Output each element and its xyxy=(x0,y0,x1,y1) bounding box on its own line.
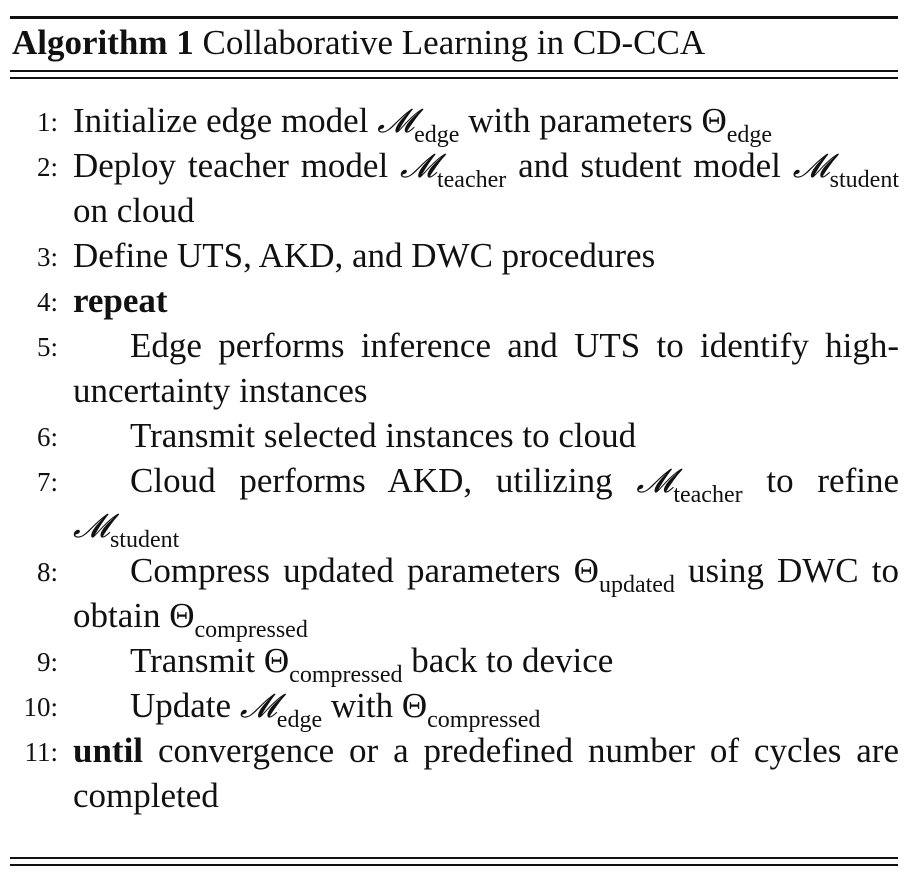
theta-symbol xyxy=(401,686,541,733)
line-content xyxy=(73,98,899,148)
model-glyph: 𝓜 xyxy=(636,461,674,500)
line-number: 11: xyxy=(24,737,58,767)
line-content xyxy=(73,638,899,688)
algorithm-line-2 xyxy=(0,143,907,233)
algorithm-body xyxy=(0,98,907,818)
line-number: 5: xyxy=(36,332,58,362)
top-rule xyxy=(10,16,898,19)
subscript: student xyxy=(829,167,899,193)
model-glyph: 𝓜 xyxy=(400,146,437,185)
line-content xyxy=(73,728,899,818)
subscript: teacher xyxy=(436,167,507,193)
theta-symbol xyxy=(169,596,308,643)
line-content: Define UTS, AKD, and DWC procedures xyxy=(73,236,656,275)
subscript: compressed xyxy=(427,707,541,733)
theta-glyph: Θ xyxy=(701,101,727,140)
line-text: on cloud xyxy=(73,191,195,230)
subscript: teacher xyxy=(673,482,743,508)
algorithm-line-9 xyxy=(0,638,907,688)
theta-symbol xyxy=(701,101,773,148)
model-symbol xyxy=(239,686,323,733)
line-number: 3: xyxy=(36,242,58,272)
until-keyword: until xyxy=(73,731,144,770)
repeat-keyword: repeat xyxy=(73,281,168,320)
line-text: convergence or a predefined number of cycles are completed xyxy=(73,731,899,815)
model-glyph: 𝓜 xyxy=(792,146,830,185)
model-symbol xyxy=(73,506,180,553)
algorithm-line-1 xyxy=(0,98,907,148)
subscript: edge xyxy=(726,122,773,148)
line-text: to refine xyxy=(742,461,900,500)
model-glyph: 𝓜 xyxy=(239,686,277,725)
line-text: back to device xyxy=(402,641,614,680)
theta-symbol xyxy=(263,641,403,688)
line-content xyxy=(73,683,899,733)
line-text: with xyxy=(322,686,402,725)
algorithm-line-8 xyxy=(0,548,907,643)
line-text: Cloud performs AKD, utilizing xyxy=(130,461,637,500)
subscript: compressed xyxy=(289,662,403,688)
line-number: 1: xyxy=(36,107,58,137)
line-text: Update xyxy=(130,686,240,725)
model-symbol xyxy=(792,146,899,193)
subscript: edge xyxy=(414,122,460,148)
model-symbol xyxy=(636,461,743,508)
line-text: using DWC to obtain xyxy=(73,551,899,635)
model-symbol xyxy=(377,101,460,148)
line-content: Edge performs inference and UTS to identify high-uncertainty instances xyxy=(73,326,899,410)
line-number: 7: xyxy=(36,467,58,497)
algorithm-caption xyxy=(12,20,705,66)
line-text: Compress updated parameters xyxy=(130,551,574,590)
algorithm-line-5 xyxy=(0,323,907,413)
line-text: Transmit xyxy=(130,641,264,680)
line-number: 8: xyxy=(36,557,58,587)
algorithm-label: Algorithm 1 xyxy=(12,23,194,62)
subscript: compressed xyxy=(194,617,308,643)
line-number: 2: xyxy=(36,152,58,182)
algorithm-line-4 xyxy=(0,278,907,323)
line-content: Transmit selected instances to cloud xyxy=(130,416,637,455)
line-text: with parameters xyxy=(459,101,702,140)
algorithm-title: Collaborative Learning in CD-CCA xyxy=(202,23,706,62)
subscript: student xyxy=(109,527,180,553)
algorithm-line-10 xyxy=(0,683,907,733)
theta-glyph: Θ xyxy=(263,641,290,680)
header-rule-upper xyxy=(10,70,898,72)
theta-symbol xyxy=(573,551,675,598)
line-content xyxy=(73,548,899,643)
subscript: updated xyxy=(598,572,675,598)
algorithm-line-11 xyxy=(0,728,907,818)
algorithm-line-3 xyxy=(0,233,907,278)
line-content xyxy=(73,458,900,553)
model-glyph: 𝓜 xyxy=(377,101,415,140)
line-text: Initialize edge model xyxy=(73,101,378,140)
line-text: Deploy teacher model xyxy=(73,146,401,185)
header-rule-lower xyxy=(10,77,898,79)
algorithm-line-6 xyxy=(0,413,907,458)
line-text: and student model xyxy=(506,146,793,185)
theta-glyph: Θ xyxy=(169,596,195,635)
subscript: edge xyxy=(276,707,323,733)
line-number: 9: xyxy=(36,647,58,677)
line-number: 6: xyxy=(36,422,58,452)
theta-glyph: Θ xyxy=(573,551,599,590)
footer-rule-lower xyxy=(10,864,898,866)
model-symbol xyxy=(400,146,507,193)
model-glyph: 𝓜 xyxy=(73,506,110,545)
line-number: 4: xyxy=(36,287,58,317)
theta-glyph: Θ xyxy=(401,686,428,725)
line-content xyxy=(73,143,899,233)
line-number: 10: xyxy=(23,692,58,722)
algorithm-line-7 xyxy=(0,458,907,553)
footer-rule-upper xyxy=(10,857,898,859)
